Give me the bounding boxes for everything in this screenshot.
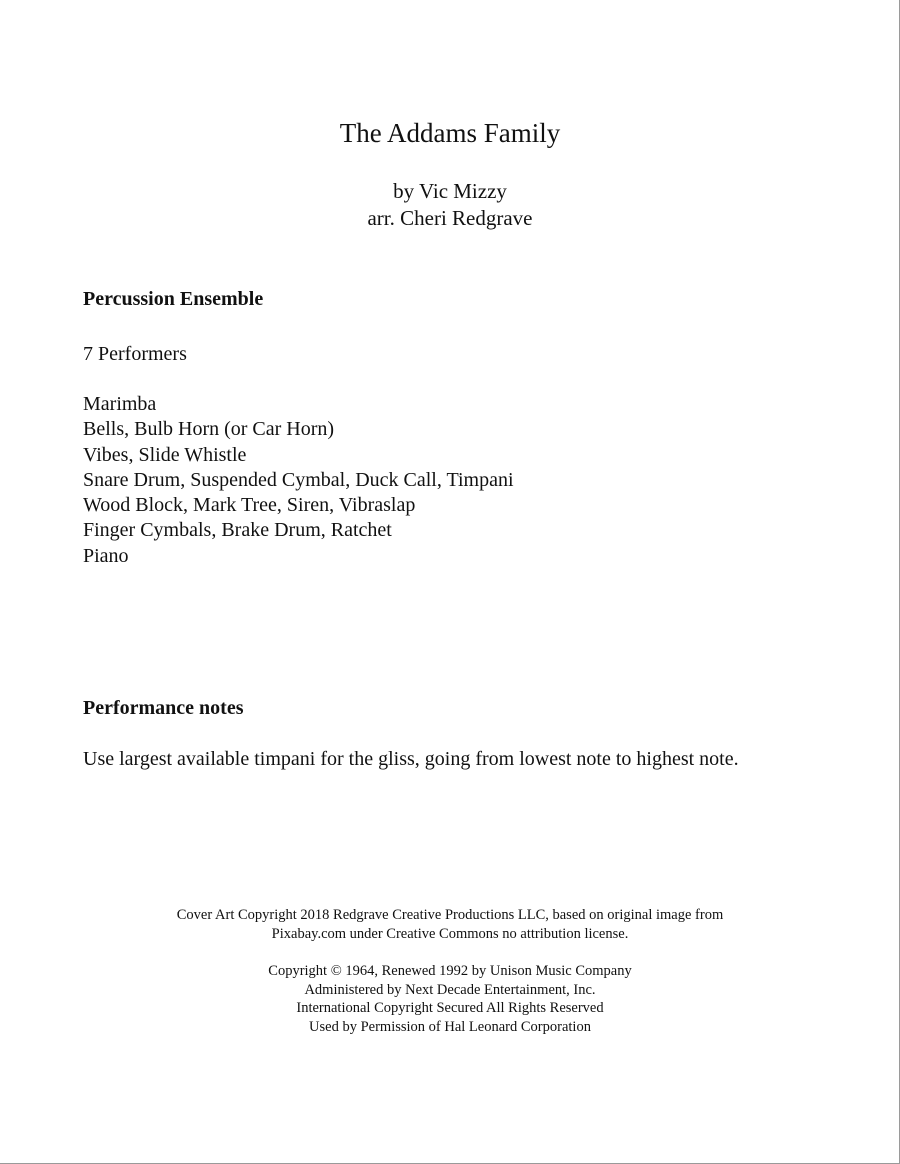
- arranger-credit: arr. Cheri Redgrave: [367, 206, 533, 230]
- instrument-part: Bells, Bulb Horn (or Car Horn): [83, 418, 335, 441]
- page-title: The Addams Family: [339, 118, 561, 148]
- composer-credit: by Vic Mizzy: [393, 179, 507, 203]
- byline: [0, 178, 900, 232]
- copyright-notice: [0, 962, 900, 1036]
- cover-art-line: Pixabay.com under Creative Commons no attribution license.: [271, 925, 629, 942]
- cover-art-credit: [0, 906, 900, 943]
- copyright-line: Copyright © 1964, Renewed 1992 by Unison Music Company: [268, 963, 632, 979]
- performance-notes-text: Use largest available timpani for the gliss, going from lowest note to highest note.: [83, 748, 739, 770]
- performer-count: 7 Performers: [83, 343, 187, 365]
- instrument-part: Finger Cymbals, Brake Drum, Ratchet: [83, 519, 392, 542]
- copyright-line: Used by Permission of Hal Leonard Corporation: [309, 1018, 591, 1035]
- cover-art-line: Cover Art Copyright 2018 Redgrave Creative Productions LLC, based on original image from: [176, 907, 724, 923]
- performance-notes-heading: Performance notes: [83, 697, 244, 719]
- ensemble-heading: Percussion Ensemble: [83, 288, 264, 310]
- instrument-part: Vibes, Slide Whistle: [83, 443, 247, 466]
- copyright-line: International Copyright Secured All Rights Reserved: [296, 1000, 604, 1016]
- instrument-part: Piano: [83, 544, 129, 567]
- instrument-list: [83, 392, 514, 569]
- instrument-part: Snare Drum, Suspended Cymbal, Duck Call, Timpani: [83, 468, 514, 491]
- instrument-part: Wood Block, Mark Tree, Siren, Vibraslap: [83, 494, 416, 517]
- copyright-line: Administered by Next Decade Entertainment, Inc.: [304, 981, 596, 998]
- instrument-part: Marimba: [83, 393, 157, 415]
